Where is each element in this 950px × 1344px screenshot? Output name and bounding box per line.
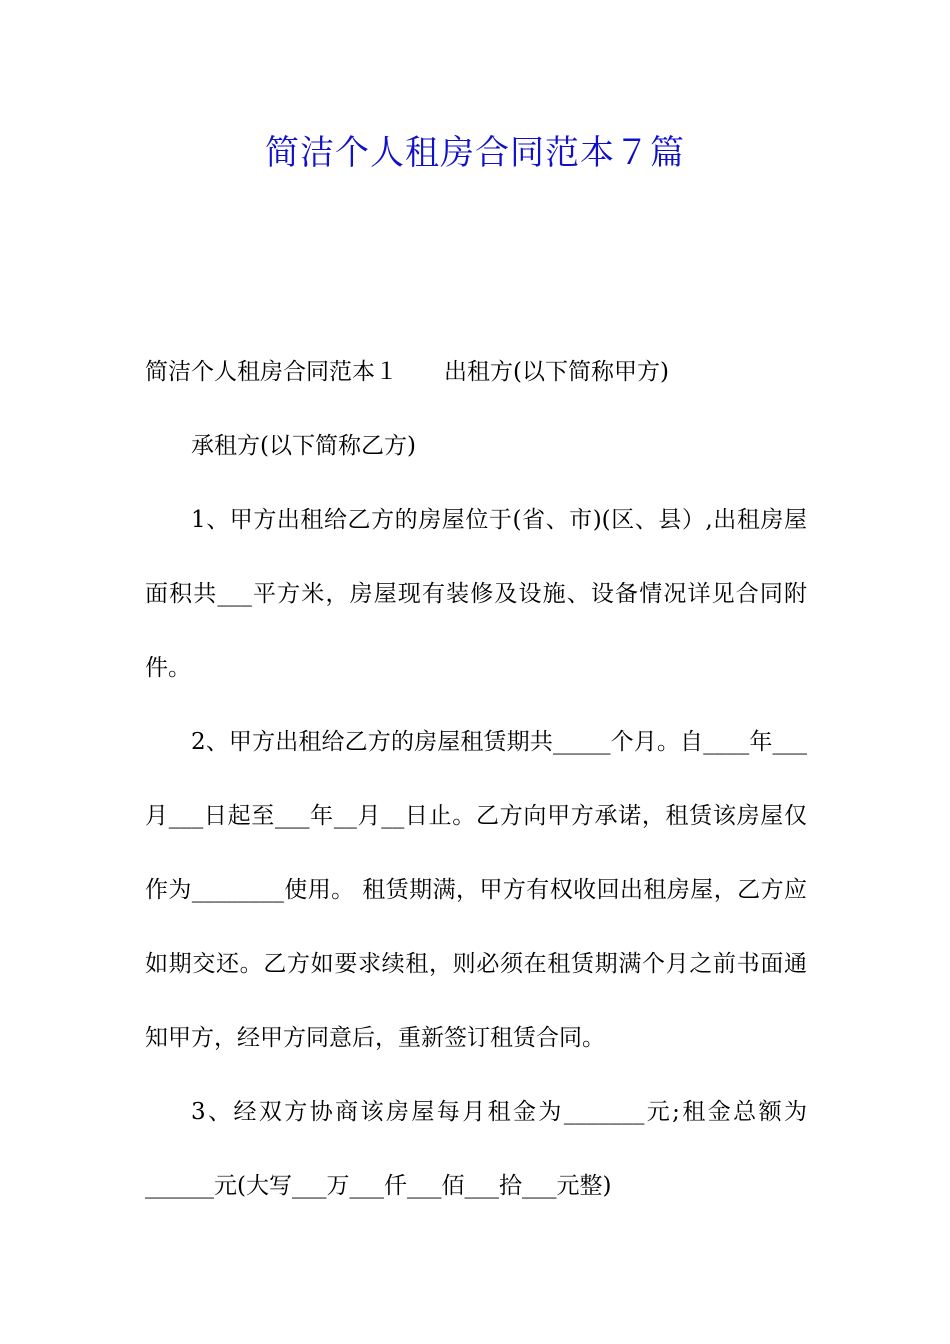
lessor-line: 出租方(以下简称甲方) — [444, 359, 669, 385]
document-title: 简洁个人租房合同范本７篇 — [265, 133, 685, 173]
clause-1: 1、甲方出租给乙方的房屋位于(省、市)(区、县）,出租房屋面积共___平方米，房屋现有装修及设施、设备情况详见合同附件。 — [145, 507, 807, 681]
opening-line — [145, 335, 807, 409]
clause-2: 2、甲方出租给乙方的房屋租赁期共_____个月。自____年___月___日起至___年__月__日止。乙方向甲方承诺，租赁该房屋仅作为________使用。 租赁期满，甲方有权收回出租房屋，乙方应如期交还。乙方如要求续租，则必须在租赁期满个月之前书面通知甲方，经甲方同意后，重新签订租赁合同。 — [145, 729, 807, 1051]
clause-3: 3、经双方协商该房屋每月租金为_______元;租金总额为______元(大写___万___仟___佰___拾___元整) — [145, 1099, 807, 1199]
document-body — [145, 335, 807, 1223]
lessee-line: 承租方(以下简称乙方) — [191, 433, 416, 459]
section-heading: 简洁个人租房合同范本１ — [145, 359, 398, 385]
